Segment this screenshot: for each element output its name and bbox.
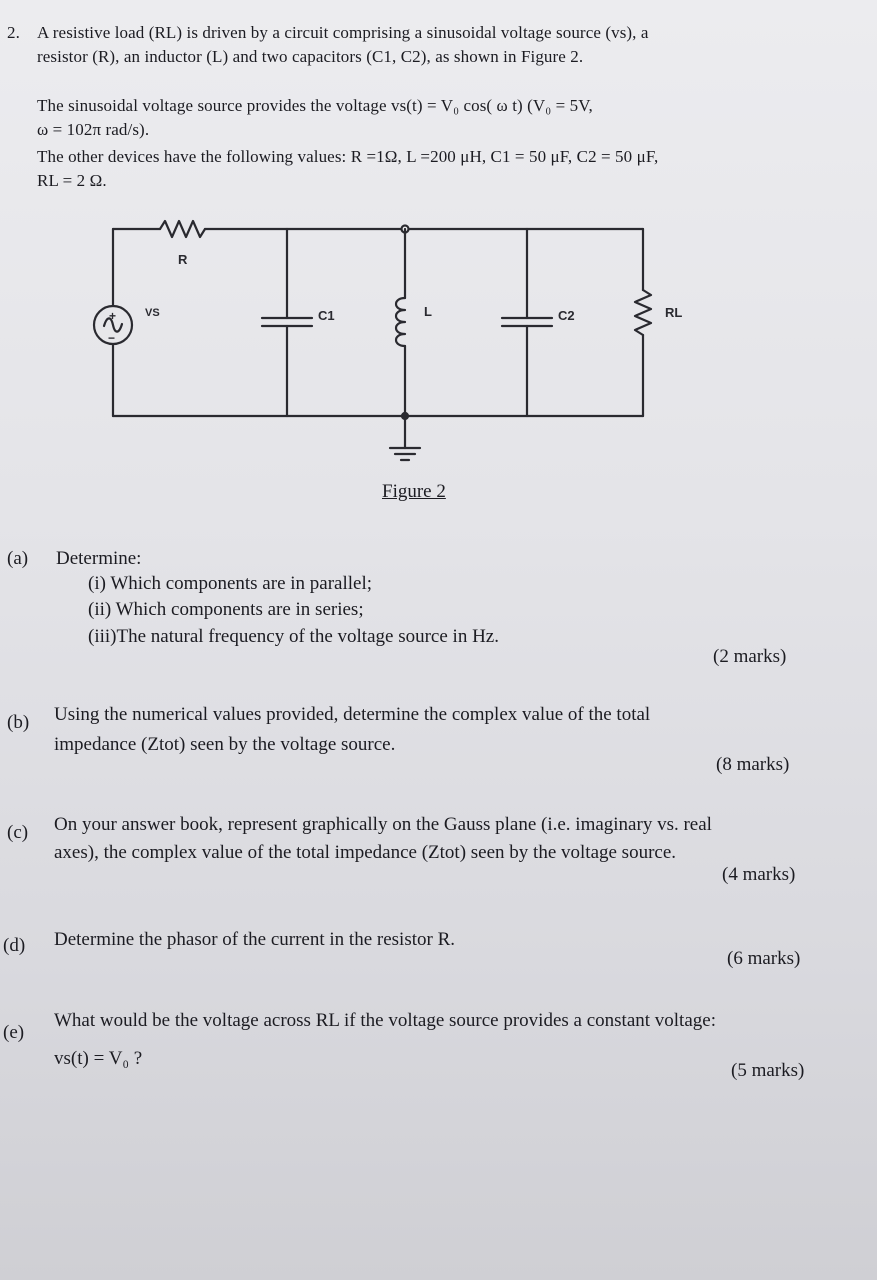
part-b-line-1: Using the numerical values provided, determine the complex value of the total: [54, 704, 651, 725]
part-d-label: (d): [3, 935, 26, 956]
circuit-diagram: [0, 0, 877, 470]
part-a-item-iii: (iii)The natural frequency of the voltage source in Hz.: [88, 626, 499, 647]
part-e-marks: (5 marks): [731, 1060, 805, 1081]
part-b-marks: (8 marks): [716, 754, 790, 775]
part-a-item-i: (i) Which components are in parallel;: [88, 573, 373, 594]
part-d-marks: (6 marks): [727, 948, 801, 969]
question-number: 2.: [7, 23, 20, 42]
component-values-line-1: The other devices have the following values: R =1Ω, L =200 μH, C1 = 50 μF, C2 = 50 μF,: [37, 147, 659, 166]
label-l: L: [424, 304, 432, 319]
label-r: R: [178, 252, 188, 267]
part-b-label: (b): [7, 712, 30, 733]
part-e-label: (e): [3, 1022, 25, 1043]
part-a-label: (a): [7, 548, 29, 569]
inductor-l-symbol: [396, 298, 405, 346]
part-a-marks: (2 marks): [713, 646, 787, 667]
label-minus: −: [108, 331, 116, 345]
label-plus: +: [109, 309, 117, 323]
source-description-line-2: ω = 102π rad/s).: [37, 120, 150, 139]
label-rl: RL: [665, 305, 683, 320]
part-a-lead: Determine:: [56, 548, 142, 569]
part-b-line-2: impedance (Ztot) seen by the voltage source.: [54, 734, 396, 755]
part-c-line-2: axes), the complex value of the total impedance (Ztot) seen by the voltage source.: [54, 842, 677, 863]
ground-node: [402, 413, 408, 419]
resistor-rl-symbol: [635, 290, 651, 335]
label-c2: C2: [558, 308, 575, 323]
part-c-label: (c): [7, 822, 29, 843]
question-intro-line-1: A resistive load (RL) is driven by a circuit comprising a sinusoidal voltage source (vs), a: [37, 23, 649, 42]
part-c-marks: (4 marks): [722, 864, 796, 885]
part-d-line-1: Determine the phasor of the current in the resistor R.: [54, 929, 455, 950]
component-values-line-2: RL = 2 Ω.: [37, 171, 107, 190]
label-c1: C1: [318, 308, 335, 323]
part-e-line-1: What would be the voltage across RL if the voltage source provides a constant voltage:: [54, 1010, 716, 1031]
part-e-line-2: vs(t) = V₀ ?: [54, 1048, 143, 1069]
question-intro-line-2: resistor (R), an inductor (L) and two capacitors (C1, C2), as shown in Figure 2.: [37, 47, 584, 66]
resistor-r-symbol: [160, 221, 205, 237]
part-a-item-ii: (ii) Which components are in series;: [88, 599, 364, 620]
source-description-line-1: The sinusoidal voltage source provides the voltage vs(t) = V₀ cos( ω t) (V₀ = 5V,: [37, 96, 593, 115]
part-c-line-1: On your answer book, represent graphically on the Gauss plane (i.e. imaginary vs. real: [54, 814, 712, 835]
label-vs: VS: [145, 307, 160, 319]
figure-caption: Figure 2: [382, 481, 446, 502]
